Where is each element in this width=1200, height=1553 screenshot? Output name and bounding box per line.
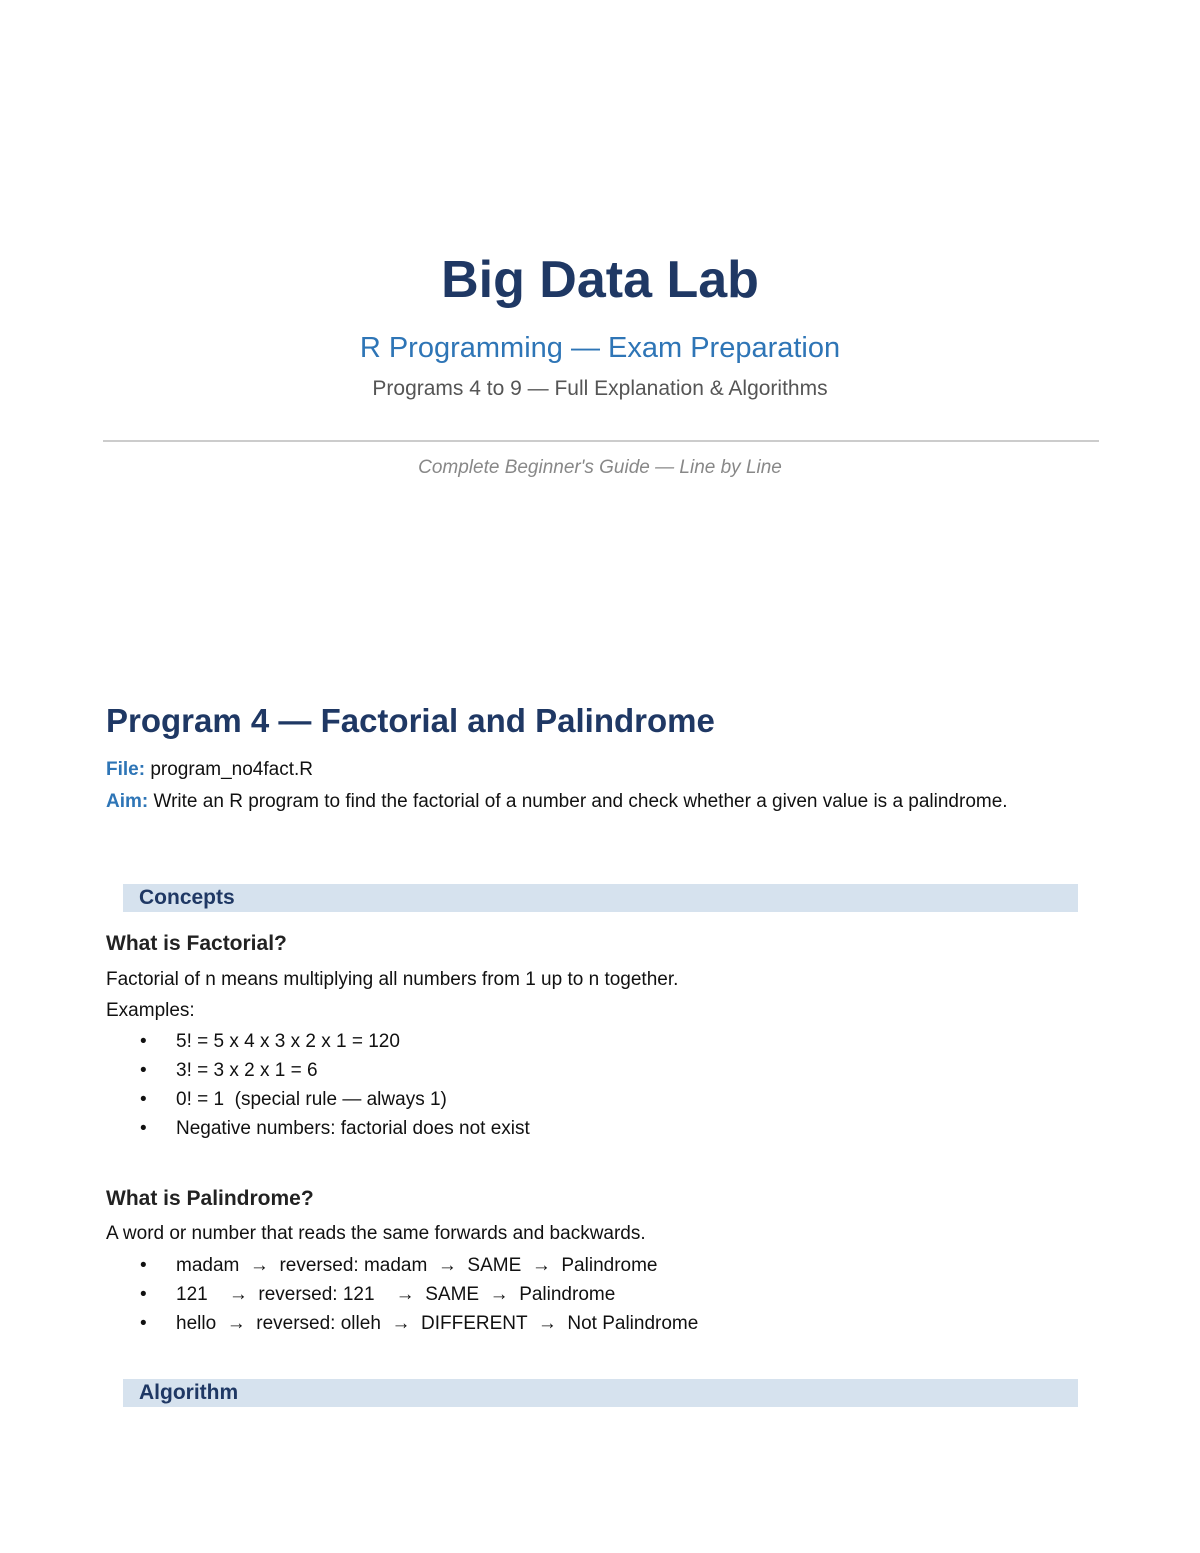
- concepts-section-label: Concepts: [139, 886, 235, 909]
- factorial-examples-list: [140, 1027, 530, 1143]
- bullet-icon: •: [140, 1089, 147, 1110]
- document-subtitle: R Programming — Exam Preparation: [359, 332, 841, 364]
- list-item-text: 0! = 1 (special rule — always 1): [176, 1089, 447, 1110]
- factorial-heading: What is Factorial?: [106, 932, 287, 955]
- document-title: Big Data Lab: [441, 251, 759, 309]
- examples-label: Examples:: [106, 1000, 195, 1021]
- bullet-icon: •: [140, 1255, 147, 1276]
- algorithm-section-band: [123, 1379, 1078, 1407]
- aim-value: Write an R program to find the factorial of a number and check whether a given value is a palindrome.: [153, 791, 1008, 812]
- file-value: program_no4fact.R: [150, 759, 313, 780]
- title-divider: [103, 440, 1099, 442]
- list-item: [140, 1027, 530, 1056]
- list-item-text: hello → reversed: olleh → DIFFERENT → Not Palindrome: [176, 1313, 699, 1334]
- list-item-text: 5! = 5 x 4 x 3 x 2 x 1 = 120: [176, 1031, 400, 1052]
- file-line: [106, 756, 313, 783]
- bullet-icon: •: [140, 1313, 147, 1334]
- bullet-icon: •: [140, 1031, 147, 1052]
- program-heading: Program 4 — Factorial and Palindrome: [106, 702, 715, 739]
- list-item: [140, 1114, 530, 1143]
- list-item-text: Negative numbers: factorial does not exist: [176, 1118, 530, 1139]
- list-item-text: 121 → reversed: 121 → SAME → Palindrome: [176, 1284, 616, 1305]
- document-tagline: Complete Beginner's Guide — Line by Line: [418, 457, 782, 478]
- bullet-icon: •: [140, 1060, 147, 1081]
- factorial-description: Factorial of n means multiplying all numbers from 1 up to n together.: [106, 969, 679, 990]
- palindrome-examples-list: [140, 1251, 698, 1338]
- file-label: File:: [106, 759, 146, 780]
- list-item: [140, 1251, 698, 1280]
- aim-line: [106, 788, 1046, 815]
- palindrome-description: A word or number that reads the same forwards and backwards.: [106, 1223, 646, 1244]
- concepts-section-band: [123, 884, 1078, 912]
- list-item: [140, 1280, 698, 1309]
- list-item-text: 3! = 3 x 2 x 1 = 6: [176, 1060, 318, 1081]
- list-item: [140, 1309, 698, 1338]
- aim-label: Aim:: [106, 791, 149, 812]
- list-item-text: madam → reversed: madam → SAME → Palindrome: [176, 1255, 658, 1276]
- algorithm-section-label: Algorithm: [139, 1381, 239, 1404]
- bullet-icon: •: [140, 1118, 147, 1139]
- bullet-icon: •: [140, 1284, 147, 1305]
- list-item: [140, 1056, 530, 1085]
- list-item: [140, 1085, 530, 1114]
- document-secondary-subtitle: Programs 4 to 9 — Full Explanation & Algorithms: [372, 377, 828, 400]
- palindrome-heading: What is Palindrome?: [106, 1187, 314, 1210]
